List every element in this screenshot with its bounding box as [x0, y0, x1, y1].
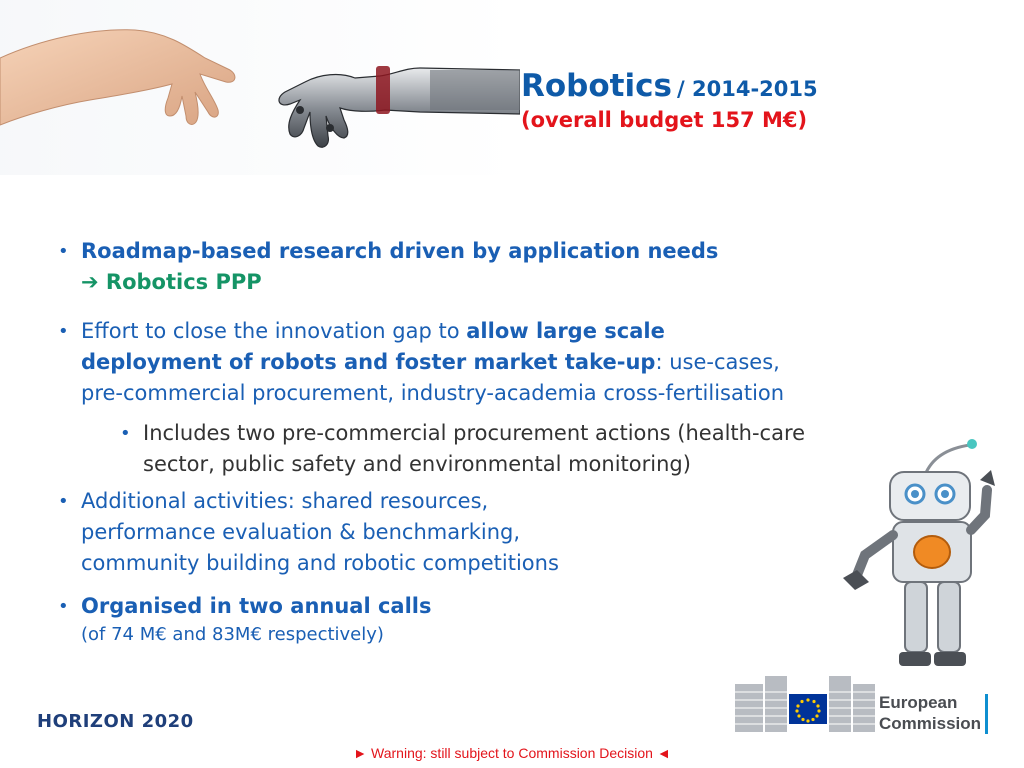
- bullet-gap-pre: Effort to close the innovation gap to: [81, 319, 467, 343]
- logo-text-commission: Commission: [879, 714, 982, 733]
- title-main: Robotics: [521, 68, 672, 104]
- sub-bullet-line2: sector, public safety and environmental monitoring): [143, 452, 691, 476]
- bullet-innovation-gap: [58, 316, 978, 409]
- sub-bullet-line1: • Includes two pre-commercial procurement actions (health-care: [143, 421, 806, 445]
- european-commission-logo: [735, 664, 995, 734]
- arrow-icon: ➔: [81, 270, 99, 294]
- bullet-additional-line2: performance evaluation & benchmarking,: [81, 520, 521, 544]
- horizon-2020-label: HORIZON 2020: [37, 711, 194, 732]
- bullet-additional-line3: community building and robotic competitions: [81, 551, 559, 575]
- title-date: / 2014-2015: [677, 77, 818, 101]
- bullet-calls-note: (of 74 M€ and 83M€ respectively): [81, 624, 384, 645]
- slide-title: [521, 68, 818, 132]
- hero-hands-illustration: [0, 0, 520, 175]
- bullet-gap-post: : use-cases,: [655, 350, 780, 374]
- bullet-roadmap-ppp: Robotics PPP: [105, 270, 262, 294]
- bullet-calls-title: • Organised in two annual calls: [81, 594, 432, 618]
- bullet-roadmap-text: • Roadmap-based research driven by application needs: [81, 239, 719, 263]
- cartoon-robot-illustration: [835, 430, 995, 685]
- logo-text-european: European: [879, 693, 958, 712]
- bullet-additional-line1: • Additional activities: shared resources,: [81, 489, 489, 513]
- bullet-gap-bold1: allow large scale: [466, 319, 665, 343]
- bullet-gap-line3: pre-commercial procurement, industry-academia cross-fertilisation: [81, 381, 785, 405]
- title-budget: (overall budget 157 M€): [521, 108, 808, 132]
- bullet-roadmap: [58, 236, 978, 298]
- bullet-gap-bold2: deployment of robots and foster market take-up: [81, 350, 656, 374]
- warning-notice: ► Warning: still subject to Commission Decision ◄: [353, 745, 671, 761]
